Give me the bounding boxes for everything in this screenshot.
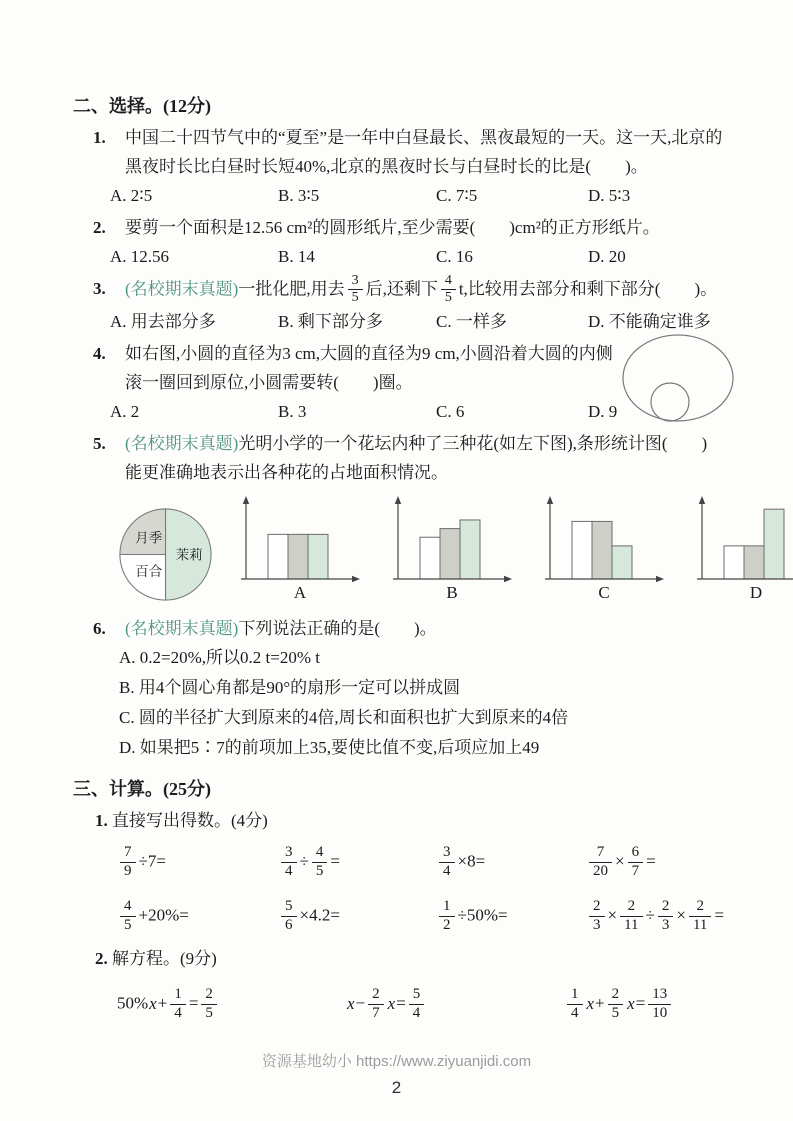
bar-chart-option-B	[380, 493, 518, 603]
fraction-denominator: 3	[658, 916, 674, 934]
fraction-numerator: 13	[652, 986, 668, 1003]
fraction-numerator: 4	[315, 844, 324, 861]
fraction	[170, 986, 186, 1022]
fraction	[281, 898, 297, 934]
fraction	[620, 898, 642, 934]
equation	[564, 987, 745, 1023]
calc-expression	[436, 845, 586, 881]
fraction	[439, 844, 455, 880]
pie-chart	[117, 506, 214, 608]
fraction	[628, 844, 644, 880]
bar	[744, 546, 764, 579]
equation-row	[117, 974, 745, 1036]
text-run: ×	[615, 852, 625, 872]
page-number: 2	[391, 1078, 402, 1097]
calc-subtitle-num: 1.	[95, 811, 108, 831]
footer-watermark: 资源基地幼小 https://www.ziyuanjidi.com	[261, 1053, 532, 1070]
bar-chart-label: C	[598, 583, 610, 603]
calc-row	[117, 890, 745, 944]
math-variable: x	[586, 994, 595, 1014]
section-calc-title: 三、计算。(25分)	[73, 779, 211, 800]
options-row	[110, 181, 745, 210]
bar-chart-option-D	[684, 493, 793, 603]
fraction-numerator: 4	[124, 898, 132, 915]
question-number: 5.	[93, 434, 106, 454]
bar	[764, 509, 784, 579]
option: B. 剩下部分多	[278, 312, 383, 332]
option-line: B. 用4个圆心角都是90°的扇形一定可以拼成圆	[119, 678, 461, 698]
fraction	[589, 844, 612, 880]
option-line: C. 圆的半径扩大到原来的4倍,周长和面积也扩大到原来的4倍	[119, 708, 569, 728]
fraction-numerator: 1	[174, 986, 182, 1003]
option: D. 9	[588, 402, 618, 422]
fraction-denominator: 6	[281, 916, 297, 934]
pie-slice-label: 茉莉	[175, 547, 203, 563]
rolling-circles-figure	[619, 333, 737, 429]
option: D. 5∶3	[588, 186, 631, 205]
bar-chart-label: D	[749, 583, 763, 603]
text-run: ÷7=	[138, 852, 166, 872]
fraction-denominator: 4	[567, 1004, 583, 1022]
calc-expression	[117, 899, 278, 935]
exam-source-tag: (名校期末真题)	[125, 619, 239, 639]
fraction-numerator: 2	[611, 986, 620, 1003]
calc-subtitle	[95, 806, 745, 836]
calc-expression	[586, 845, 745, 881]
text-run: =	[714, 906, 725, 926]
question-1	[73, 123, 745, 210]
fraction	[281, 844, 297, 880]
calc-subtitle-text: 直接写出得数。(4分)	[107, 811, 268, 831]
bar-chart-label: A	[293, 583, 307, 603]
text-run: ÷	[645, 906, 655, 926]
text-run: ×	[607, 906, 618, 926]
text-run: 光明小学的一个花坛内种了三种花(如左下图),条形统计图( )	[238, 434, 708, 454]
bar	[308, 535, 328, 580]
fraction-numerator: 6	[631, 844, 640, 861]
fraction	[439, 898, 455, 934]
fraction-denominator: 4	[439, 862, 455, 880]
math-variable: x	[387, 994, 396, 1014]
option: A. 12.56	[110, 247, 170, 266]
fraction-denominator: 7	[368, 1004, 384, 1022]
text-run: =	[635, 994, 646, 1014]
fraction-numerator: 7	[124, 844, 132, 861]
fraction-numerator: 2	[205, 986, 213, 1003]
fraction-denominator: 4	[170, 1004, 186, 1022]
text-run: 中国二十四节气中的“夏至”是一年中白昼最长、黑夜最短的一天。这一天,北京的	[125, 128, 723, 147]
question-number: 4.	[93, 344, 106, 364]
section-choice-title: 二、选择。(12分)	[73, 96, 211, 116]
solve-subtitle	[95, 944, 745, 974]
fraction-denominator: 4	[409, 1004, 425, 1022]
calc-expression	[278, 845, 436, 881]
equation	[346, 987, 564, 1023]
option: B. 3∶5	[278, 186, 320, 205]
bar	[592, 522, 612, 580]
fraction	[368, 986, 384, 1022]
question-number: 6.	[93, 619, 106, 639]
fraction	[608, 986, 624, 1022]
fraction	[201, 986, 217, 1022]
choice-questions-container	[73, 123, 763, 763]
fraction-numerator: 1	[571, 986, 579, 1003]
calc-row	[117, 836, 745, 890]
fraction-numerator: 5	[285, 898, 293, 915]
fraction	[348, 273, 363, 306]
question5-charts-row	[117, 493, 763, 608]
text-run: ×4.2=	[299, 906, 340, 926]
fraction	[441, 273, 456, 306]
math-variable: x	[627, 994, 635, 1014]
fraction-denominator: 4	[281, 862, 297, 880]
fraction-denominator: 5	[120, 916, 136, 934]
question-text-line	[125, 274, 745, 307]
solve-subtitle-text: 解方程。(9分)	[107, 949, 217, 969]
fraction-denominator: 5	[441, 289, 456, 306]
fraction-numerator: 2	[372, 986, 380, 1003]
options-row	[110, 242, 745, 271]
fraction	[409, 986, 425, 1022]
mental-calc-container	[73, 836, 745, 944]
calc-expression	[117, 845, 278, 881]
question-number: 3.	[93, 279, 106, 298]
fraction-denominator: 5	[312, 862, 328, 880]
fraction-denominator: 11	[620, 916, 642, 934]
fraction-numerator: 2	[696, 898, 704, 915]
bar-chart	[684, 493, 793, 608]
text-run: =	[396, 994, 406, 1014]
equation	[117, 987, 346, 1023]
fraction-denominator: 3	[589, 916, 605, 934]
text-run: ÷50%=	[457, 906, 508, 926]
fraction-denominator: 5	[348, 289, 363, 306]
bar	[420, 537, 440, 579]
question-number: 2.	[93, 218, 106, 237]
option: C. 7∶5	[436, 186, 478, 205]
fraction-numerator: 3	[443, 844, 451, 861]
text-run: +	[595, 994, 605, 1014]
question-text-line	[125, 213, 745, 242]
fraction	[589, 898, 605, 934]
fraction-numerator: 3	[351, 273, 359, 288]
fraction	[567, 986, 583, 1022]
fraction-numerator: 4	[444, 273, 452, 288]
question-text-line	[125, 458, 745, 487]
text-run: t,比较用去部分和剩下部分( )。	[458, 279, 718, 299]
question-text-line	[125, 614, 745, 643]
option: A. 2	[110, 402, 140, 422]
circle-diagram	[619, 333, 737, 434]
question-3	[73, 274, 745, 336]
option: D. 20	[588, 247, 626, 266]
text-run: ×	[676, 906, 686, 926]
option: A. 用去部分多	[110, 312, 216, 332]
fraction	[312, 844, 328, 880]
option: C. 16	[436, 247, 473, 266]
bar	[572, 522, 592, 580]
exam-source-tag: (名校期末真题)	[125, 434, 239, 454]
text-run: =	[188, 994, 199, 1014]
fraction-denominator: 7	[628, 862, 644, 880]
option: B. 14	[278, 247, 315, 266]
equations-container	[73, 974, 745, 1036]
math-variable: x	[347, 994, 355, 1014]
option: D. 不能确定谁多	[588, 312, 711, 332]
fraction	[689, 898, 711, 934]
fraction-numerator: 5	[412, 986, 421, 1003]
option-line: A. 0.2=20%,所以0.2 t=20% t	[119, 648, 320, 668]
fraction	[658, 898, 674, 934]
calc-expression	[278, 899, 436, 935]
exam-source-tag: (名校期末真题)	[125, 279, 239, 299]
fraction-numerator: 3	[285, 844, 293, 861]
fraction-numerator: 1	[443, 898, 451, 915]
options-row	[110, 307, 745, 336]
question-text-line	[125, 123, 745, 152]
text-run: 滚一圈回到原位,小圆需要转( )圈。	[125, 373, 413, 393]
text-run: 黑夜时长比白昼时长短40%,北京的黑夜时长与白昼时长的比是( )。	[125, 157, 648, 176]
fraction-denominator: 9	[120, 862, 136, 880]
text-run: −	[355, 994, 366, 1014]
fraction-numerator: 2	[627, 898, 636, 915]
calc-expression	[436, 899, 586, 935]
fraction-denominator: 11	[689, 916, 711, 934]
question-2	[73, 213, 745, 271]
option: A. 2∶5	[110, 186, 153, 205]
bar-chart	[532, 493, 670, 608]
bar	[724, 546, 744, 579]
text-run: +20%=	[138, 906, 189, 926]
text-run: 要剪一个面积是12.56 cm²的圆形纸片,至少需要( )cm²的正方形纸片。	[125, 218, 660, 237]
bar	[440, 529, 460, 579]
fraction-denominator: 5	[608, 1004, 624, 1022]
text-run: =	[646, 852, 656, 872]
fraction	[648, 986, 671, 1022]
option: B. 3	[278, 402, 307, 422]
fraction-denominator: 10	[648, 1004, 671, 1022]
math-variable: x	[149, 994, 157, 1014]
bar-chart-option-A	[228, 493, 366, 603]
bar-chart	[228, 493, 366, 608]
fraction	[120, 844, 136, 880]
fraction-numerator: 2	[593, 898, 601, 915]
bar	[268, 535, 288, 580]
fraction-numerator: 7	[596, 844, 605, 861]
question-number: 1.	[93, 128, 106, 147]
bar-chart	[380, 493, 518, 608]
bar-chart-label: B	[446, 583, 458, 603]
question-5	[73, 429, 763, 608]
fraction-denominator: 2	[439, 916, 455, 934]
text-run: 50%	[117, 994, 149, 1014]
text-run: +	[157, 994, 168, 1014]
fraction	[120, 898, 136, 934]
text-run: 能更准确地表示出各种花的占地面积情况。	[125, 463, 448, 483]
pie-slice-label: 百合	[135, 564, 163, 580]
option-line: D. 如果把5∶7的前项加上35,要使比值不变,后项应加上49	[119, 738, 540, 758]
calc-expression	[586, 899, 745, 935]
bar	[288, 535, 308, 580]
bar	[612, 546, 632, 579]
bar-chart-option-C	[532, 493, 670, 603]
solve-subtitle-num: 2.	[95, 949, 108, 969]
question-4	[73, 339, 745, 426]
text-run: ÷	[299, 852, 309, 872]
text-run: 后,还剩下	[365, 279, 438, 299]
text-run: 一批化肥,用去	[238, 279, 345, 299]
question-6	[73, 614, 745, 763]
fraction-numerator: 2	[661, 898, 670, 915]
text-run: 下列说法正确的是( )。	[238, 619, 437, 639]
text-run: 如右图,小圆的直径为3 cm,大圆的直径为9 cm,小圆沿着大圆的内侧	[125, 344, 613, 364]
question-text-line	[125, 429, 745, 458]
fraction-denominator: 5	[201, 1004, 217, 1022]
bar	[460, 520, 480, 579]
text-run: ×8=	[457, 852, 486, 872]
option: C. 一样多	[436, 312, 507, 332]
fraction-denominator: 20	[589, 862, 612, 880]
pie-slice-label: 月季	[135, 530, 163, 546]
option: C. 6	[436, 402, 465, 422]
flowerbed-pie-chart	[117, 506, 214, 603]
text-run: =	[330, 852, 340, 872]
question-text-line	[125, 152, 745, 181]
